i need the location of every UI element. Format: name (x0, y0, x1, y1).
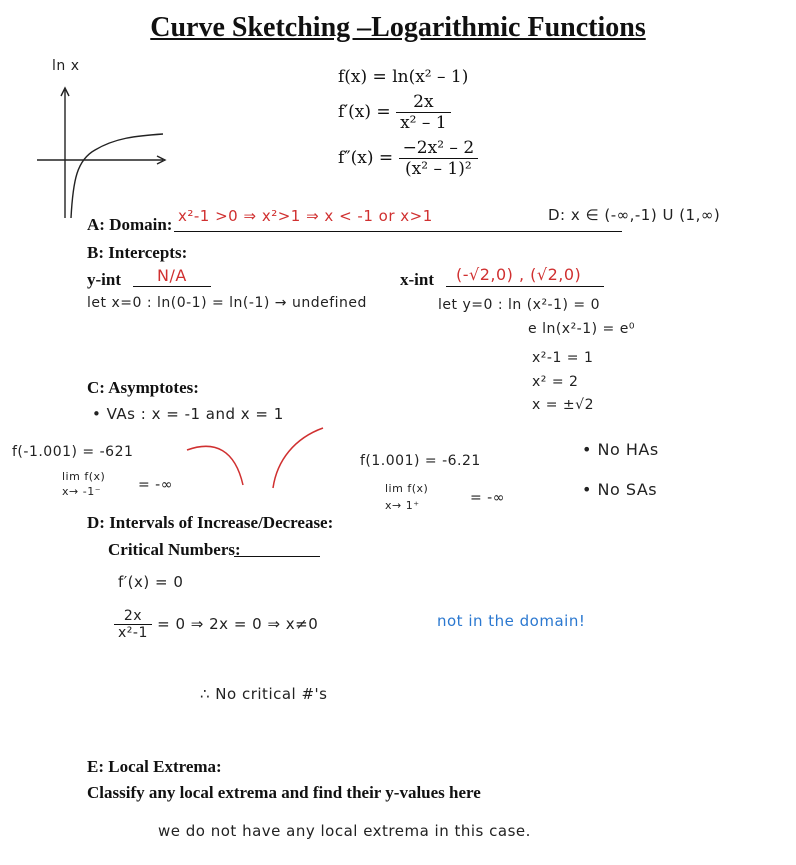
right-limit: lim f(x) (385, 482, 429, 495)
right-branch-curve (273, 428, 323, 488)
no-horizontal-asymptotes: • No HAs (582, 440, 659, 459)
graph-axis-label: ln x (52, 58, 80, 74)
sketch-graph (35, 80, 165, 220)
x-int-work-line-1: let y=0 : ln (x²-1) = 0 (438, 297, 601, 313)
y-int-value: N/A (157, 266, 187, 285)
critical-numbers-label: Critical Numbers: (108, 540, 241, 559)
equation-f-double-prime: f″(x) = $\frac{\text{−2x² – 2}}{\text{(x² – 1)²}}$ (338, 138, 478, 179)
intercepts-label: B: Intercepts: (87, 243, 188, 262)
extrema-answer: we do not have any local extrema in this case. (158, 822, 531, 840)
right-limit-value: = -∞ (470, 490, 505, 506)
domain-underline (174, 231, 622, 232)
y-int-label: y-int (87, 270, 121, 289)
domain-result: D: x ∈ (-∞,-1) U (1,∞) (548, 206, 721, 224)
extrema-label: E: Local Extrema: (87, 757, 222, 776)
left-limit: lim f(x) (62, 470, 106, 483)
asymptotes-label: C: Asymptotes: (87, 378, 199, 397)
derivative-zero: f′(x) = 0 (118, 573, 184, 591)
x-int-work-line-3: x²-1 = 1 (532, 350, 594, 366)
y-int-work: let x=0 : ln(0-1) = ln(-1) → undefined (87, 295, 367, 311)
domain-label: A: Domain: (87, 215, 173, 234)
y-int-underline (133, 286, 211, 287)
x-int-work-line-5: x = ±√2 (532, 397, 594, 413)
asymptote-sketch (185, 420, 325, 490)
x-int-underline (446, 286, 604, 287)
left-branch-curve (187, 446, 243, 485)
x-int-work-line-2: e ln(x²-1) = e⁰ (528, 321, 635, 337)
page-title: Curve Sketching –Logarithmic Functions (150, 12, 646, 43)
no-slant-asymptotes: • No SAs (582, 480, 658, 499)
not-in-domain-note: not in the domain! (437, 612, 586, 630)
graph-axes (37, 88, 165, 218)
x-int-value: (-√2,0) , (√2,0) (456, 265, 582, 284)
x-int-label: x-int (400, 270, 434, 289)
equation-f-prime: f′(x) = $\frac{2x}{\text{x² – 1}}$ (338, 92, 451, 133)
graph-curve (71, 134, 163, 218)
vertical-asymptotes: • VAs : x = -1 and x = 1 (92, 405, 284, 423)
critical-numbers-underline (234, 556, 320, 557)
domain-work: x²-1 >0 ⇒ x²>1 ⇒ x < -1 or x>1 (178, 207, 433, 225)
extrema-instruction: Classify any local extrema and find their y-values here (87, 783, 481, 802)
left-limit-sub: x→ -1⁻ (62, 485, 101, 498)
critical-equation: $\frac{2x}{\text{x²-1}}$ = 0 ⇒ 2x = 0 ⇒ x≠0 (114, 608, 318, 641)
intervals-label: D: Intervals of Increase/Decrease: (87, 513, 334, 532)
critical-conclusion: ∴ No critical #'s (200, 685, 328, 703)
left-evaluation: f(-1.001) = -621 (12, 444, 134, 460)
equation-f: f(x) = ln(x² – 1) (338, 67, 469, 87)
left-limit-value: = -∞ (138, 477, 173, 493)
right-evaluation: f(1.001) = -6.21 (360, 453, 481, 469)
x-int-work-line-4: x² = 2 (532, 374, 579, 390)
right-limit-sub: x→ 1⁺ (385, 499, 420, 512)
